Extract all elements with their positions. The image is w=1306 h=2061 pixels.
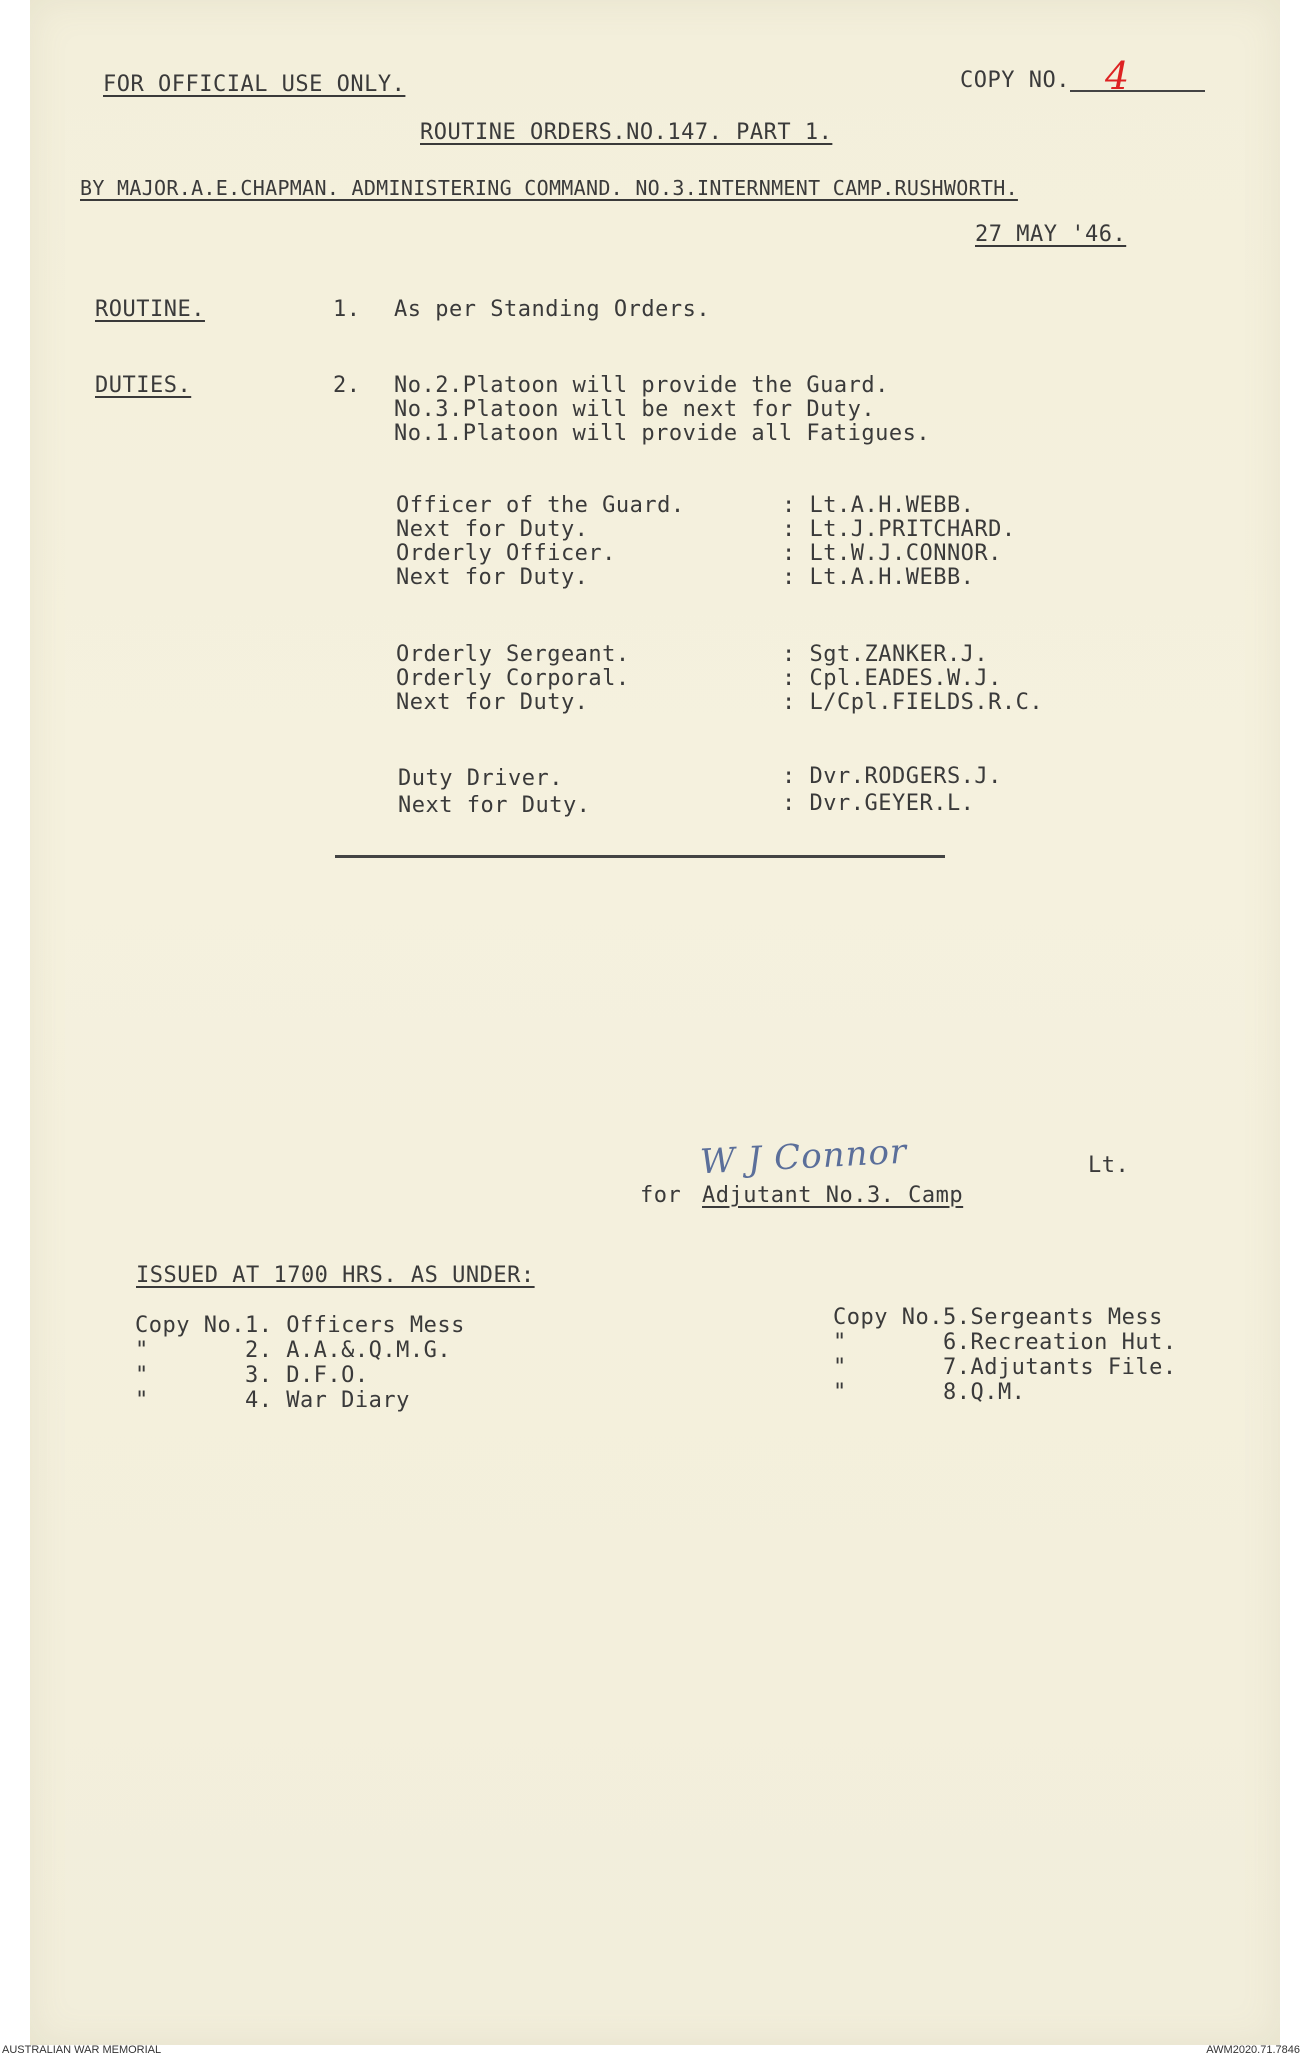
archive-reference: AWM2020.71.7846	[1206, 2044, 1300, 2056]
copy-number-underline	[1070, 90, 1205, 92]
distribution-left-1: Copy No.1. Officers Mess	[135, 1313, 465, 1338]
distribution-left-2: " 2. A.A.&.Q.M.G.	[135, 1338, 452, 1363]
document-title: ROUTINE ORDERS.NO.147. PART 1.	[420, 120, 833, 145]
classification-label: FOR OFFICIAL USE ONLY.	[103, 72, 406, 97]
driver-name-1: : Dvr.RODGERS.J.	[782, 764, 1002, 789]
nco-name-2: : Cpl.EADES.W.J.	[782, 666, 1002, 691]
duties-number: 2.	[333, 373, 361, 398]
order-date: 27 MAY '46.	[975, 222, 1127, 247]
distribution-left-3: " 3. D.F.O.	[135, 1363, 369, 1388]
signature-for-label: for	[640, 1183, 682, 1208]
distribution-left-4: " 4. War Diary	[135, 1388, 410, 1413]
routine-text: As per Standing Orders.	[394, 297, 711, 322]
officer-name-4: : Lt.A.H.WEBB.	[782, 565, 975, 590]
nco-name-1: : Sgt.ZANKER.J.	[782, 642, 989, 667]
officer-name-3: : Lt.W.J.CONNOR.	[782, 541, 1002, 566]
distribution-right-4: " 8.Q.M.	[833, 1380, 1026, 1405]
officer-role-1: Officer of the Guard.	[396, 493, 685, 518]
duties-line-2: No.3.Platoon will be next for Duty.	[394, 397, 876, 422]
duties-line-3: No.1.Platoon will provide all Fatigues.	[394, 421, 931, 446]
archive-credit: AUSTRALIAN WAR MEMORIAL	[2, 2044, 162, 2056]
duties-heading: DUTIES.	[95, 373, 192, 398]
officer-role-2: Next for Duty.	[396, 517, 589, 542]
driver-role-2: Next for Duty.	[398, 793, 591, 818]
copy-number-label: COPY NO.	[960, 68, 1070, 93]
signature-rank: Lt.	[1088, 1153, 1130, 1178]
duties-line-1: No.2.Platoon will provide the Guard.	[394, 373, 889, 398]
driver-role-1: Duty Driver.	[398, 766, 563, 791]
officer-role-4: Next for Duty.	[396, 565, 589, 590]
nco-role-3: Next for Duty.	[396, 690, 589, 715]
handwritten-signature: W J Connor	[699, 1131, 909, 1183]
nco-role-1: Orderly Sergeant.	[396, 642, 630, 667]
nco-name-3: : L/Cpl.FIELDS.R.C.	[782, 690, 1044, 715]
officer-role-3: Orderly Officer.	[396, 541, 616, 566]
distribution-right-1: Copy No.5.Sergeants Mess	[833, 1305, 1163, 1330]
routine-number: 1.	[333, 297, 361, 322]
driver-name-2: : Dvr.GEYER.L.	[782, 791, 975, 816]
distribution-heading: ISSUED AT 1700 HRS. AS UNDER:	[136, 1263, 535, 1288]
authority-line: BY MAJOR.A.E.CHAPMAN. ADMINISTERING COMMAND. NO.3.INTERNMENT CAMP.RUSHWORTH.	[80, 176, 1018, 200]
nco-role-2: Orderly Corporal.	[396, 666, 630, 691]
distribution-right-2: " 6.Recreation Hut.	[833, 1330, 1177, 1355]
distribution-right-3: " 7.Adjutants File.	[833, 1355, 1177, 1380]
routine-heading: ROUTINE.	[95, 297, 205, 322]
officer-name-2: : Lt.J.PRITCHARD.	[782, 517, 1016, 542]
signature-for-text: Adjutant No.3. Camp	[702, 1183, 964, 1208]
section-divider	[335, 855, 945, 858]
copy-number-handwritten: 4	[1105, 54, 1130, 98]
officer-name-1: : Lt.A.H.WEBB.	[782, 493, 975, 518]
